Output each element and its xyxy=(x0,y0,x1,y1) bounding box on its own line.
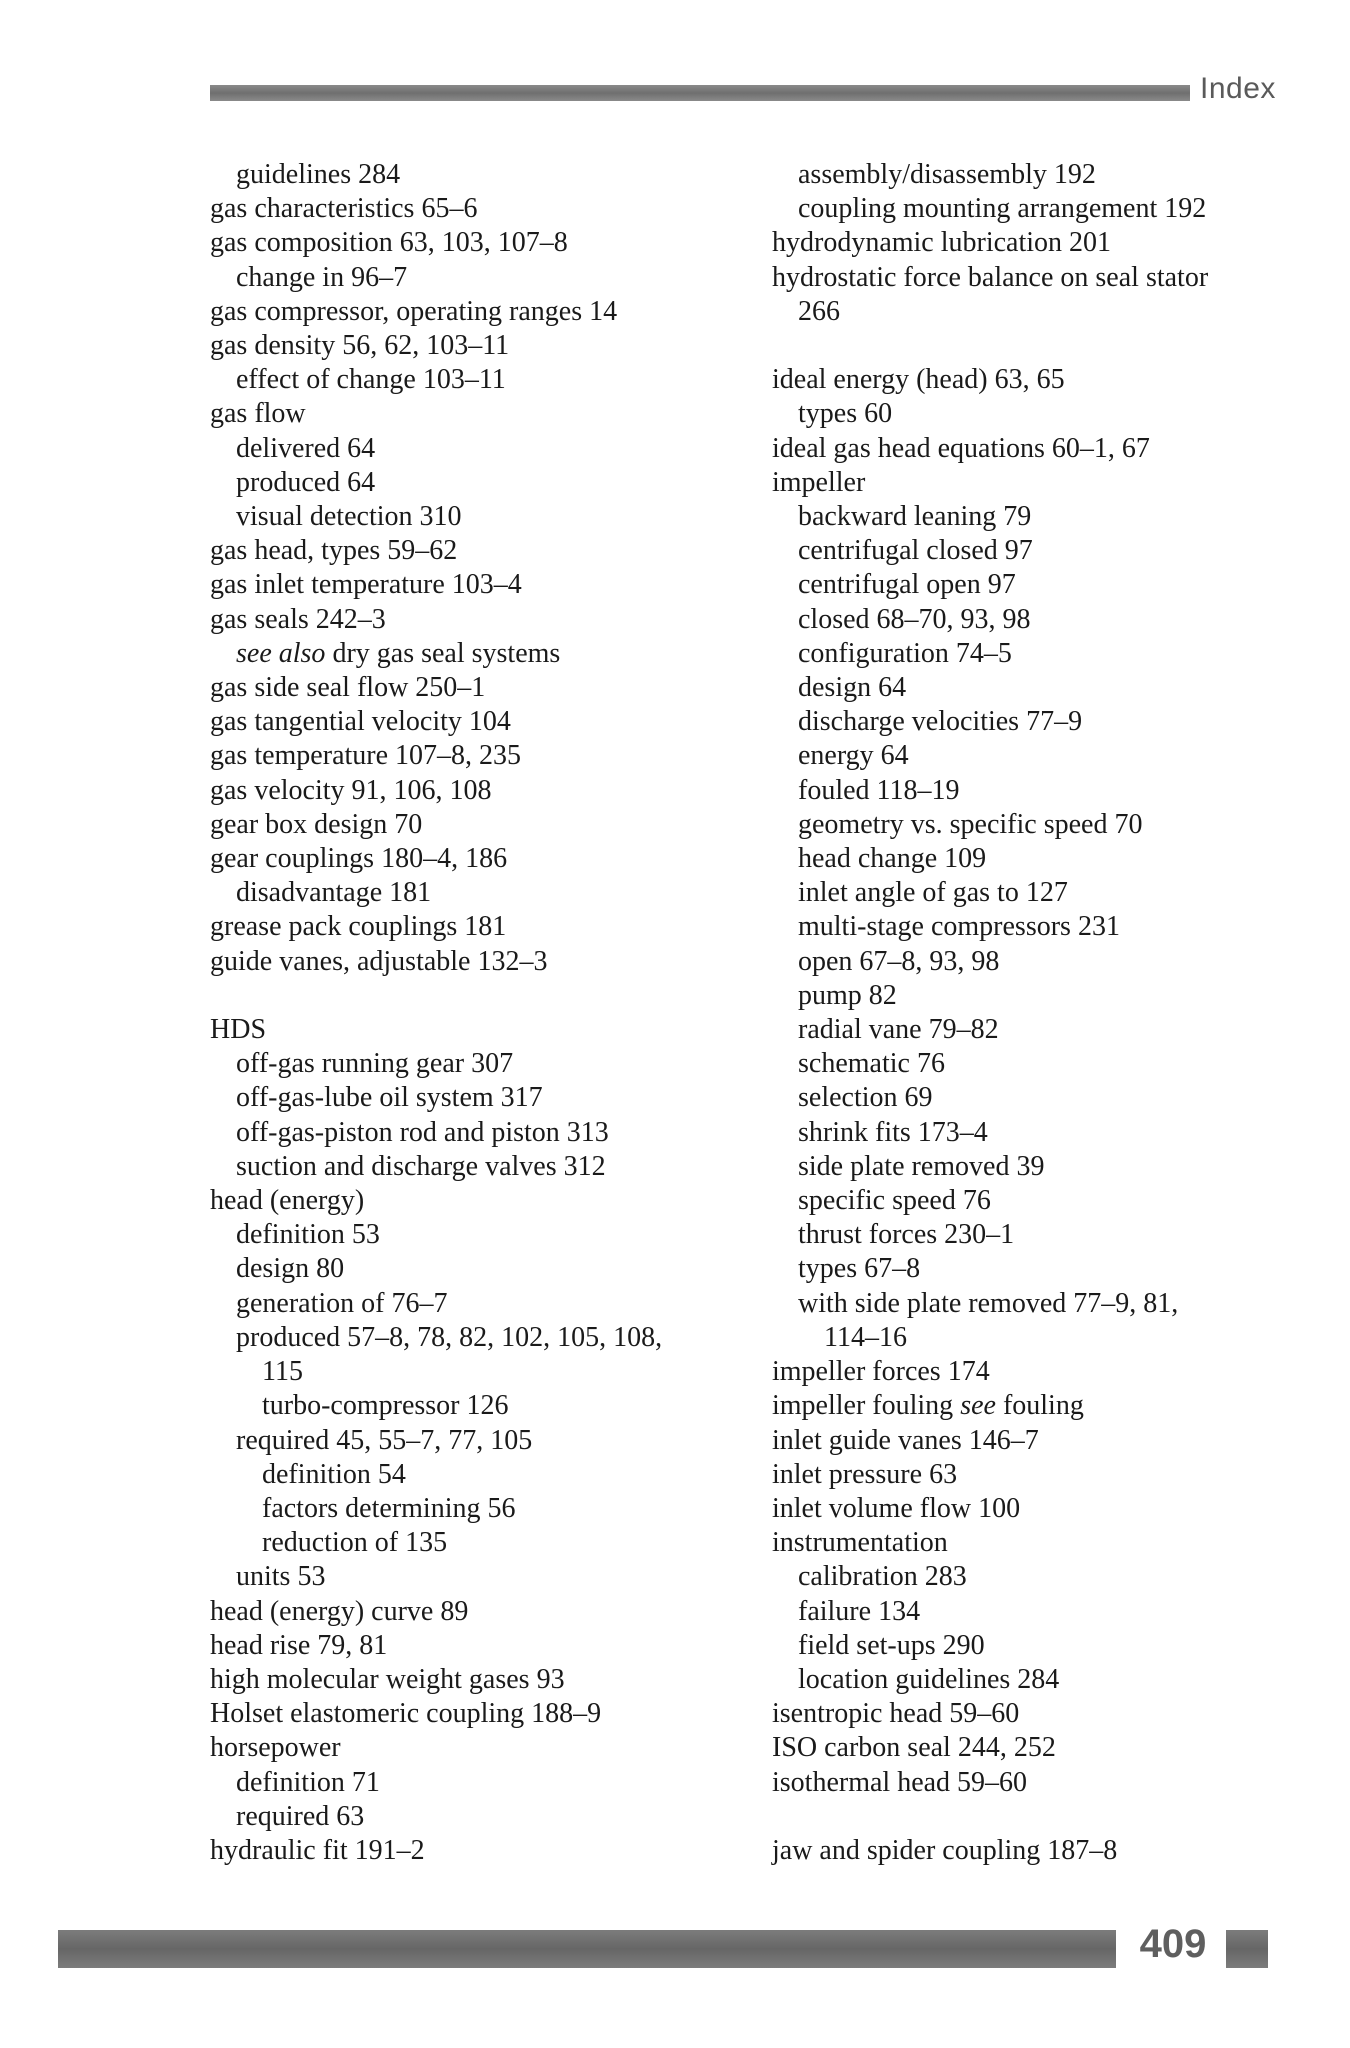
index-entry-text: impeller fouling xyxy=(772,1390,961,1422)
index-entry: gas temperature 107–8, 235 xyxy=(210,740,522,772)
index-subentry: centrifugal open 97 xyxy=(798,569,1016,601)
index-subentry: change in 96–7 xyxy=(236,261,408,293)
index-subentry: disadvantage 181 xyxy=(236,877,432,909)
index-subentry: types 60 xyxy=(798,398,893,430)
index-subentry: 266 xyxy=(798,295,840,327)
index-subentry: visual detection 310 xyxy=(236,501,462,533)
index-subentry: calibration 283 xyxy=(798,1561,967,1593)
index-entry: ideal gas head equations 60–1, 67 xyxy=(772,432,1150,464)
index-subentry: definition 54 xyxy=(262,1458,406,1490)
index-subentry: suction and discharge valves 312 xyxy=(236,1150,606,1182)
index-entry: high molecular weight gases 93 xyxy=(210,1663,565,1695)
index-subentry: factors determining 56 xyxy=(262,1492,516,1524)
index-subentry: energy 64 xyxy=(798,740,909,772)
index-subentry: guidelines 284 xyxy=(236,159,401,190)
index-spacer xyxy=(772,329,1292,363)
index-column-left xyxy=(210,158,770,1868)
index-subentry: centrifugal closed 97 xyxy=(798,535,1033,567)
index-entry: inlet pressure 63 xyxy=(772,1458,958,1490)
index-entry: impeller xyxy=(772,466,866,498)
index-subentry: side plate removed 39 xyxy=(798,1150,1045,1182)
index-subentry: geometry vs. specific speed 70 xyxy=(798,808,1143,840)
index-entry: hydrostatic force balance on seal stator xyxy=(772,261,1209,293)
index-entry: gas seals 242–3 xyxy=(210,603,386,635)
index-column-right xyxy=(772,158,1292,1868)
index-subentry: pump 82 xyxy=(798,979,897,1011)
index-subentry: produced 64 xyxy=(236,466,376,498)
footer-rule-right xyxy=(1226,1930,1268,1968)
index-subentry: required 63 xyxy=(236,1800,365,1832)
index-subentry: location guidelines 284 xyxy=(798,1663,1060,1695)
index-subentry: with side plate removed 77–9, 81, xyxy=(798,1287,1179,1319)
index-subentry: definition 71 xyxy=(236,1766,380,1798)
index-entry: hydraulic fit 191–2 xyxy=(210,1834,425,1866)
index-entry: gas velocity 91, 106, 108 xyxy=(210,774,492,806)
cross-reference-label: see xyxy=(960,1390,996,1422)
index-subentry: 115 xyxy=(262,1356,303,1388)
index-subentry: turbo-compressor 126 xyxy=(262,1390,509,1422)
index-subentry: reduction of 135 xyxy=(262,1527,448,1559)
index-subentry: discharge velocities 77–9 xyxy=(798,706,1083,738)
index-entry: gear box design 70 xyxy=(210,808,423,840)
index-entry-text: dry gas seal systems xyxy=(325,637,561,669)
index-subentry: off-gas-piston rod and piston 313 xyxy=(236,1116,609,1148)
index-entry-text: fouling xyxy=(995,1390,1084,1422)
running-header-section: Index xyxy=(1200,72,1276,105)
index-subentry xyxy=(210,637,770,671)
index-entry xyxy=(772,1389,1292,1423)
index-entry: hydrodynamic lubrication 201 xyxy=(772,227,1112,259)
index-entry: impeller forces 174 xyxy=(772,1356,990,1388)
index-entry: gas head, types 59–62 xyxy=(210,535,458,567)
index-subentry: effect of change 103–11 xyxy=(236,364,506,396)
index-subentry: failure 134 xyxy=(798,1595,921,1627)
index-entry: gas density 56, 62, 103–11 xyxy=(210,330,510,362)
index-entry: inlet volume flow 100 xyxy=(772,1492,1021,1524)
index-entry: gas compressor, operating ranges 14 xyxy=(210,295,618,327)
index-entry: gas flow xyxy=(210,398,306,430)
index-subentry: multi-stage compressors 231 xyxy=(798,911,1120,943)
index-subentry: backward leaning 79 xyxy=(798,501,1032,533)
index-subentry: shrink fits 173–4 xyxy=(798,1116,988,1148)
index-subentry: coupling mounting arrangement 192 xyxy=(798,193,1207,225)
index-subentry: radial vane 79–82 xyxy=(798,1014,999,1046)
index-entry: Holset elastomeric coupling 188–9 xyxy=(210,1698,602,1730)
index-subentry: head change 109 xyxy=(798,843,987,875)
index-spacer xyxy=(772,1800,1292,1834)
index-subentry: produced 57–8, 78, 82, 102, 105, 108, xyxy=(236,1321,663,1353)
index-subentry: generation of 76–7 xyxy=(236,1287,448,1319)
index-entry: ideal energy (head) 63, 65 xyxy=(772,364,1065,396)
index-entry: ISO carbon seal 244, 252 xyxy=(772,1732,1056,1764)
index-subentry: configuration 74–5 xyxy=(798,637,1012,669)
index-subentry: thrust forces 230–1 xyxy=(798,1219,1015,1251)
index-subentry: types 67–8 xyxy=(798,1253,921,1285)
index-subentry: units 53 xyxy=(236,1561,326,1593)
index-entry: guide vanes, adjustable 132–3 xyxy=(210,945,548,977)
index-subentry: definition 53 xyxy=(236,1219,380,1251)
index-entry: inlet guide vanes 146–7 xyxy=(772,1424,1039,1456)
page-number: 409 xyxy=(1139,1922,1207,1966)
index-entry: HDS xyxy=(210,1014,267,1046)
index-entry: gear couplings 180–4, 186 xyxy=(210,843,508,875)
index-entry: grease pack couplings 181 xyxy=(210,911,507,943)
index-entry: horsepower xyxy=(210,1732,341,1764)
index-entry: instrumentation xyxy=(772,1527,948,1559)
index-subentry: required 45, 55–7, 77, 105 xyxy=(236,1424,533,1456)
index-subentry: assembly/disassembly 192 xyxy=(798,159,1096,190)
index-entry: isentropic head 59–60 xyxy=(772,1698,1020,1730)
index-entry: gas tangential velocity 104 xyxy=(210,706,511,738)
index-subentry: inlet angle of gas to 127 xyxy=(798,877,1068,909)
header-rule xyxy=(210,85,1190,101)
index-subentry: schematic 76 xyxy=(798,1048,945,1080)
index-entry: head (energy) xyxy=(210,1185,365,1217)
index-subentry: design 64 xyxy=(798,672,907,704)
footer-rule-left xyxy=(58,1930,1116,1968)
index-entry: gas characteristics 65–6 xyxy=(210,193,478,225)
index-subentry: off-gas-lube oil system 317 xyxy=(236,1082,543,1114)
index-subentry: specific speed 76 xyxy=(798,1185,991,1217)
cross-reference-label: see also xyxy=(236,637,326,669)
index-entry: isothermal head 59–60 xyxy=(772,1766,1028,1798)
index-entry: head (energy) curve 89 xyxy=(210,1595,469,1627)
index-entry: jaw and spider coupling 187–8 xyxy=(772,1834,1118,1866)
index-subentry: open 67–8, 93, 98 xyxy=(798,945,1000,977)
index-entry: gas inlet temperature 103–4 xyxy=(210,569,522,601)
index-subentry: off-gas running gear 307 xyxy=(236,1048,514,1080)
index-subentry: fouled 118–19 xyxy=(798,774,960,806)
index-entry: head rise 79, 81 xyxy=(210,1629,388,1661)
index-entry: gas composition 63, 103, 107–8 xyxy=(210,227,568,259)
index-subentry: 114–16 xyxy=(824,1321,907,1353)
index-spacer xyxy=(210,979,770,1013)
index-subentry: design 80 xyxy=(236,1253,345,1285)
index-subentry: delivered 64 xyxy=(236,432,376,464)
index-subentry: field set-ups 290 xyxy=(798,1629,985,1661)
index-entry: gas side seal flow 250–1 xyxy=(210,672,486,704)
index-subentry: selection 69 xyxy=(798,1082,933,1114)
index-subentry: closed 68–70, 93, 98 xyxy=(798,603,1031,635)
